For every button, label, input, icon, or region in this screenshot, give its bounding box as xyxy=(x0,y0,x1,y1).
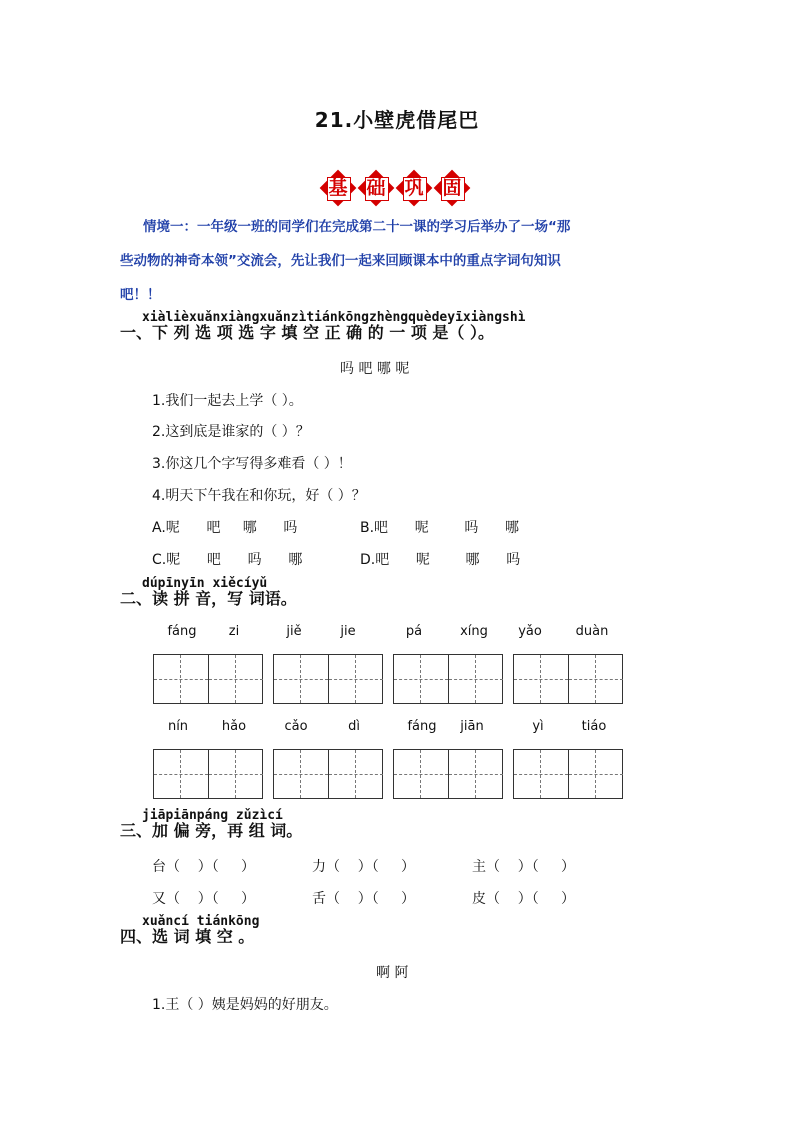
radical-row: 舌（ ）（ ） xyxy=(312,891,416,907)
section4-heading: 四、选 词 填 空 。 xyxy=(120,927,255,946)
section1-q4: 4.明天下午我在和你玩，好（ ）？ xyxy=(152,488,366,504)
writing-grid[interactable] xyxy=(393,654,503,704)
pinyin-label: jiě xyxy=(286,624,302,639)
pinyin-label: jiān xyxy=(460,719,484,734)
section4-pinyin: xuǎncí tiánkōng xyxy=(142,914,260,929)
section3-heading: 三、加 偏 旁，再 组 词。 xyxy=(120,821,303,840)
radical-row: 皮（ ）（ ） xyxy=(472,891,576,907)
choice-a: A.呢 吧 哪 吗 xyxy=(152,520,298,536)
banner-char: 础 xyxy=(360,172,392,204)
writing-grid[interactable] xyxy=(273,654,383,704)
section-banner xyxy=(322,172,468,208)
writing-grid[interactable] xyxy=(513,654,623,704)
pinyin-label: nín xyxy=(167,719,189,734)
section1-q3: 3.你这几个字写得多难看（ ）！ xyxy=(152,456,352,472)
writing-grid[interactable] xyxy=(273,749,383,799)
choice-d: D.吧 呢 哪 吗 xyxy=(360,552,521,568)
section1-options: 吗 吧 哪 呢 xyxy=(340,361,410,377)
section2-heading: 二、读 拼 音，写 词语。 xyxy=(120,589,297,608)
banner-char: 固 xyxy=(436,172,468,204)
pinyin-label: zi xyxy=(228,624,240,639)
pinyin-label: cǎo xyxy=(284,719,308,734)
pinyin-label: xíng xyxy=(460,624,488,639)
section4-q1: 1.王（ ）姨是妈妈的好朋友。 xyxy=(152,997,338,1013)
radical-row: 主（ ）（ ） xyxy=(472,859,576,875)
page-title: 21.小壁虎借尾巴 xyxy=(314,108,480,132)
section3-pinyin: jiāpiānpáng zǔzìcí xyxy=(142,808,283,823)
scenario-line-3: 吧！！ xyxy=(120,287,161,303)
section1-q1: 1.我们一起去上学（ ）。 xyxy=(152,393,303,409)
section4-options: 啊 阿 xyxy=(376,965,409,981)
scenario-line-1: 情境一：一年级一班的同学们在完成第二十一课的学习后举办了一场“那 xyxy=(143,219,571,235)
radical-row: 台（ ）（ ） xyxy=(152,859,256,875)
pinyin-label: fáng xyxy=(407,719,437,734)
pinyin-label: jie xyxy=(340,624,356,639)
pinyin-label: fáng xyxy=(167,624,197,639)
pinyin-label: hǎo xyxy=(221,719,247,734)
section2-pinyin: dúpīnyīn xiěcíyǔ xyxy=(142,576,268,591)
pinyin-label: pá xyxy=(405,624,423,639)
banner-char: 基 xyxy=(322,172,354,204)
banner-char: 巩 xyxy=(398,172,430,204)
pinyin-label: tiáo xyxy=(581,719,607,734)
pinyin-label: duàn xyxy=(575,624,609,639)
choice-b: B.吧 呢 吗 哪 xyxy=(360,520,520,536)
section1-q2: 2.这到底是谁家的（ ）？ xyxy=(152,424,310,440)
writing-grid[interactable] xyxy=(393,749,503,799)
radical-row: 力（ ）（ ） xyxy=(312,859,416,875)
writing-grid[interactable] xyxy=(153,749,263,799)
pinyin-label: yǎo xyxy=(518,624,542,639)
choice-c: C.呢 吧 吗 哪 xyxy=(152,552,303,568)
writing-grid[interactable] xyxy=(513,749,623,799)
scenario-line-2: 些动物的神奇本领”交流会，先让我们一起来回顾课本中的重点字词句知识 xyxy=(120,253,561,269)
radical-row: 又（ ）（ ） xyxy=(152,891,256,907)
pinyin-label: dì xyxy=(348,719,360,734)
section1-pinyin: xiàlièxuǎnxiàngxuǎnzìtiánkōngzhèngquèdeyīxiàngshì xyxy=(142,310,526,325)
pinyin-label: yì xyxy=(532,719,544,734)
section1-heading: 一、下 列 选 项 选 字 填 空 正 确 的 一 项 是（ ）。 xyxy=(120,323,494,342)
writing-grid[interactable] xyxy=(153,654,263,704)
